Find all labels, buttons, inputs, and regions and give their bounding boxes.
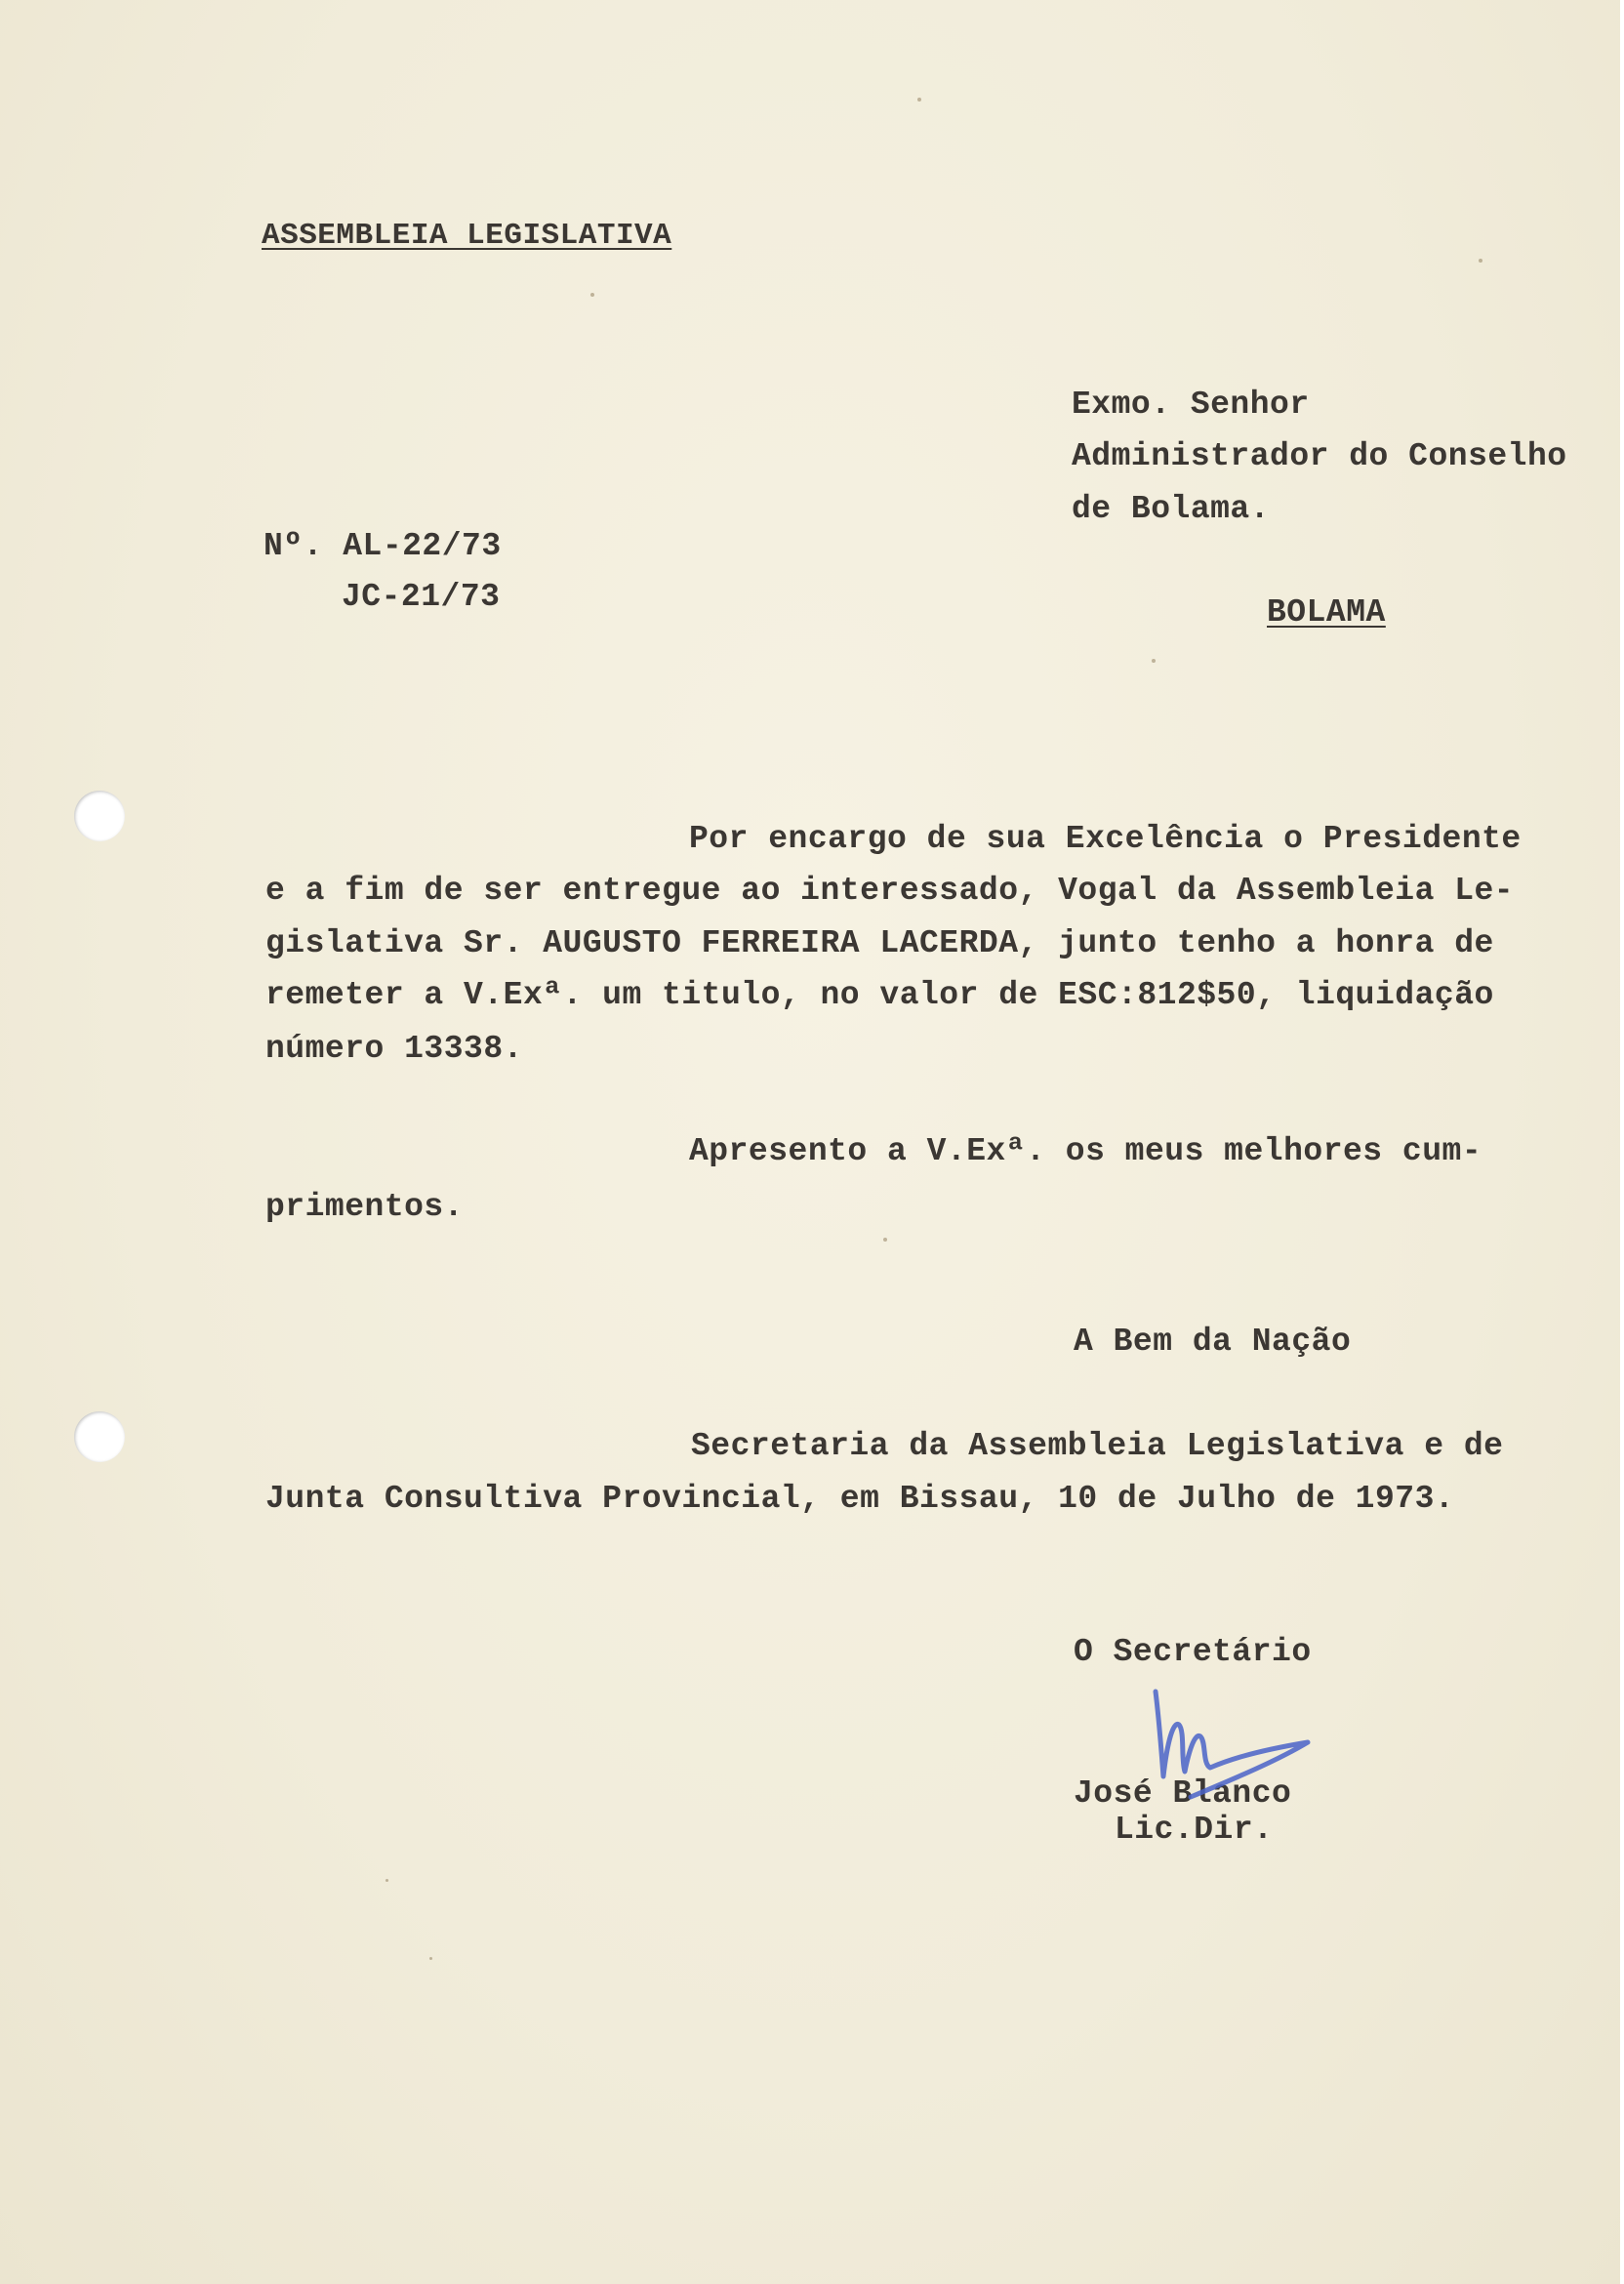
- addressee-title: Administrador do Conselho: [1072, 438, 1567, 474]
- closing-salutation: A Bem da Nação: [1074, 1324, 1352, 1360]
- handwritten-signature: [1142, 1684, 1327, 1811]
- paper-speck: [429, 1957, 432, 1960]
- reference-number-secondary: JC-21/73: [342, 579, 501, 615]
- closing-place-line: Secretaria da Assembleia Legislativa e de: [691, 1428, 1504, 1464]
- page-edge: [1620, 0, 1624, 2284]
- body-line: número 13338.: [265, 1031, 523, 1067]
- closing-place-line: Junta Consultiva Provincial, em Bissau, 10 de Julho de 1973.: [265, 1481, 1455, 1517]
- institution-heading: ASSEMBLEIA LEGISLATIVA: [262, 219, 672, 253]
- paper-speck: [386, 1879, 388, 1882]
- paper-speck: [590, 293, 594, 297]
- addressee-salutation: Exmo. Senhor: [1072, 387, 1310, 423]
- body-line: primentos.: [265, 1189, 465, 1225]
- paper-speck: [917, 98, 921, 102]
- signatory-title: Lic.Dir.: [1115, 1812, 1274, 1848]
- punch-hole-bottom: [74, 1411, 125, 1462]
- body-line: Apresento a V.Exª. os meus melhores cum-: [689, 1133, 1482, 1169]
- body-line: e a fim de ser entregue ao interessado, Vogal da Assembleia Le-: [265, 873, 1515, 909]
- body-line: gislativa Sr. AUGUSTO FERREIRA LACERDA, junto tenho a honra de: [265, 925, 1494, 961]
- reference-number: Nº. AL-22/73: [264, 528, 502, 564]
- addressee-place: de Bolama.: [1072, 491, 1271, 527]
- punch-hole-top: [74, 791, 125, 841]
- signatory-name: José Blanco: [1074, 1775, 1292, 1812]
- addressee-city: BOLAMA: [1267, 594, 1386, 631]
- body-line: Por encargo de sua Excelência o Presidente: [689, 821, 1522, 857]
- signatory-role: O Secretário: [1074, 1634, 1312, 1670]
- paper-speck: [883, 1238, 887, 1242]
- paper-speck: [1152, 659, 1156, 663]
- body-line: remeter a V.Exª. um titulo, no valor de ESC:812$50, liquidação: [265, 977, 1494, 1013]
- paper-speck: [1479, 259, 1482, 263]
